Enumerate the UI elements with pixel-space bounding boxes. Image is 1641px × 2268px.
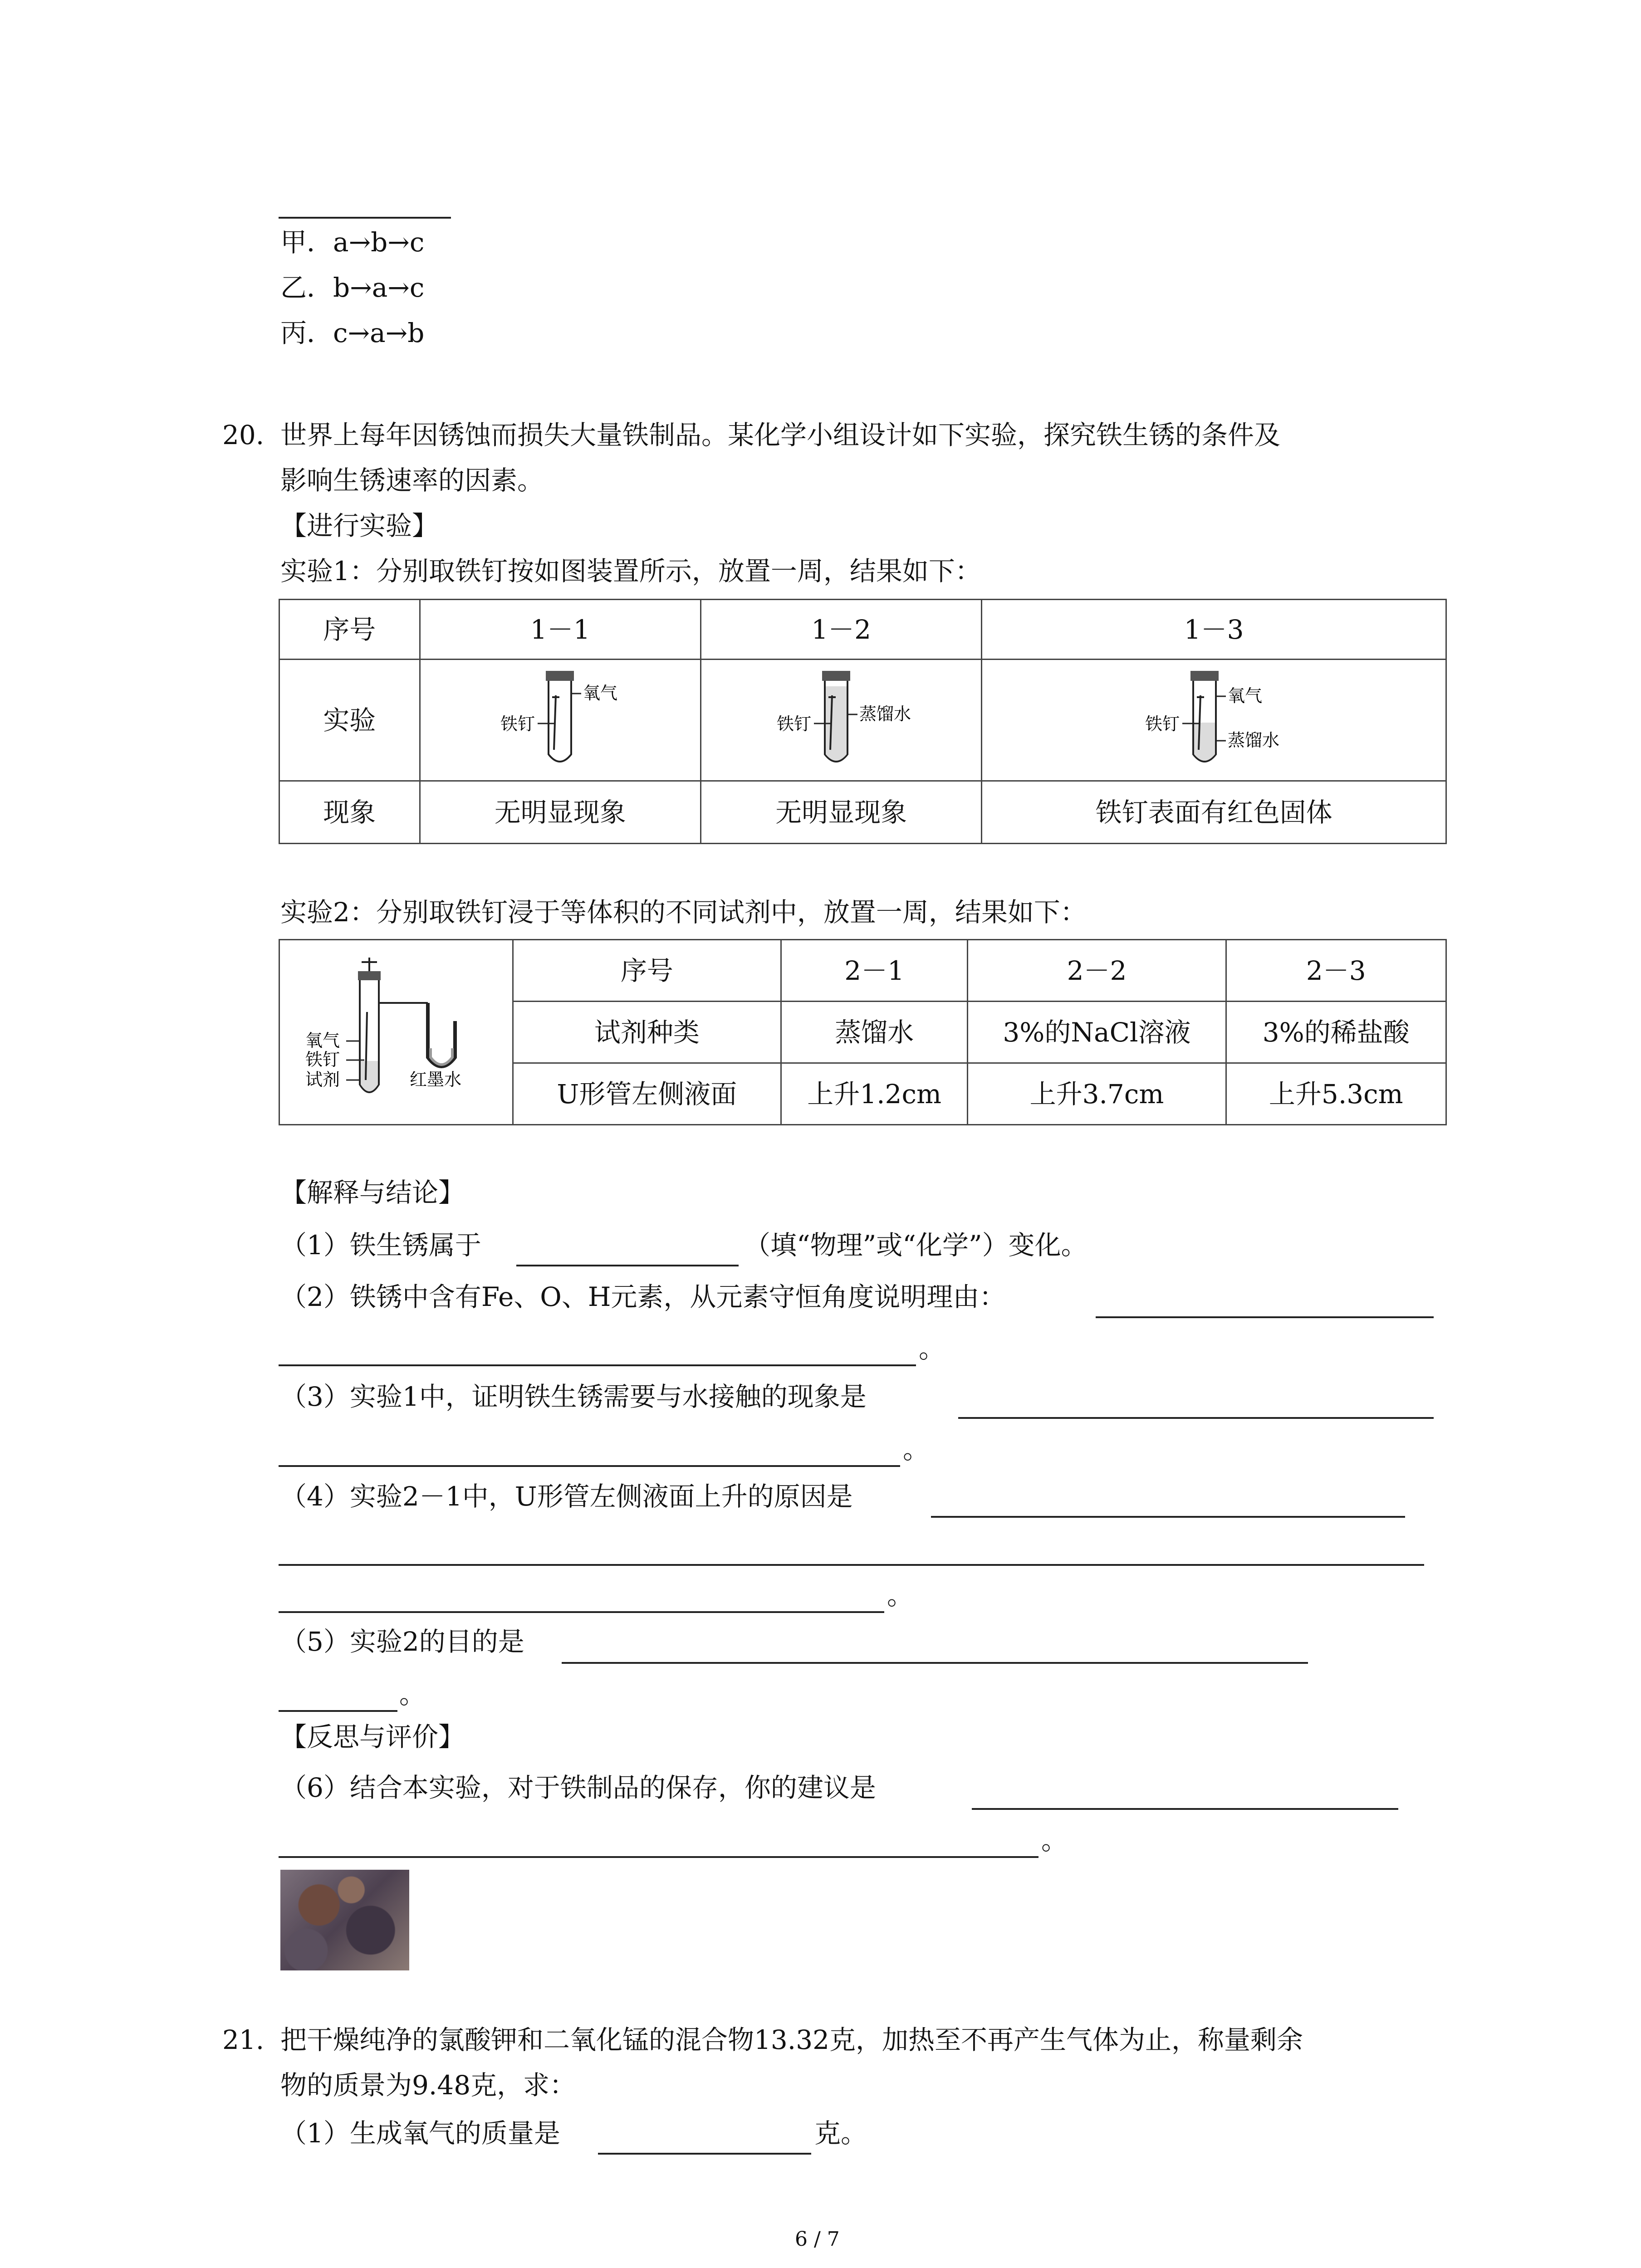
- stopper-shape: [1190, 671, 1219, 681]
- table1-header-no: 序号: [279, 600, 420, 660]
- u-tube-apparatus-figure: [292, 944, 500, 1116]
- reagent-2-3: 3%的稀盐酸: [1226, 1002, 1446, 1063]
- q20-stem-line2: 影响生锈速率的因素。: [280, 465, 544, 496]
- label-water: 蒸馏水: [1227, 730, 1279, 750]
- section-experiment: 【进行实验】: [280, 510, 439, 541]
- q20-number: 20.: [222, 420, 265, 450]
- q21-stem-line2: 物的质景为9.48克，求：: [280, 2070, 576, 2101]
- label-red-ink: 红墨水: [409, 1070, 461, 1090]
- table2-level-label: U形管左侧液面: [513, 1063, 781, 1125]
- period-4: 。: [887, 1580, 914, 1611]
- sub-question-4: （4）实验2－1中，U形管左侧液面上升的原因是: [280, 1481, 853, 1512]
- exp2-intro: 实验2：分别取铁钉浸于等体积的不同试剂中，放置一周，结果如下：: [280, 897, 1087, 928]
- answer-blank-4a[interactable]: [931, 1516, 1405, 1518]
- tube-shape: [549, 681, 571, 762]
- q21-number: 21.: [222, 2024, 265, 2055]
- table2-header-2-1: 2－1: [781, 940, 968, 1002]
- sub-question-2: （2）铁锈中含有Fe、O、H元素，从元素守恒角度说明理由：: [280, 1281, 1006, 1312]
- stopper-shape: [822, 671, 850, 681]
- table1-header-1-3: 1－3: [982, 600, 1446, 660]
- section-reflection: 【反思与评价】: [280, 1721, 465, 1752]
- table1-header-1-2: 1－2: [700, 600, 981, 660]
- option-yi: 乙．b→a→c: [280, 272, 425, 303]
- q21-stem-line1: 把干燥纯净的氯酸钾和二氧化锰的混合物13.32克，加热至不再产生气体为止，称量剩余: [280, 2024, 1303, 2055]
- level-rise-2-3: 上升5.3cm: [1226, 1063, 1446, 1125]
- answer-blank-5a[interactable]: [562, 1662, 1308, 1664]
- answer-blank-4b[interactable]: [279, 1564, 1424, 1566]
- phenomenon-1-2: 无明显现象: [700, 781, 981, 844]
- label-nail: 铁钉: [500, 714, 535, 734]
- label-oxygen: 氧气: [1227, 686, 1262, 706]
- answer-blank-q21-1[interactable]: [598, 2153, 811, 2155]
- answer-blank-2a[interactable]: [1096, 1316, 1434, 1318]
- table1-header-1-1: 1－1: [420, 600, 700, 660]
- table2-reagent-label: 试剂种类: [513, 1002, 781, 1063]
- sub-question-1-part-b: （填“物理”或“化学”）变化。: [744, 1230, 1087, 1261]
- water-fill: [1194, 723, 1215, 761]
- test-tube-water-figure: [769, 664, 914, 772]
- option-bing: 丙．c→a→b: [280, 318, 425, 348]
- table2-header-no: 序号: [513, 940, 781, 1002]
- nail-shape: [554, 695, 556, 750]
- figure-1-1-cell: [420, 660, 700, 781]
- answer-blank-6a[interactable]: [972, 1808, 1398, 1810]
- q21-sub-question-1-part-b: 克。: [814, 2118, 867, 2149]
- table2-header-2-2: 2－2: [968, 940, 1226, 1002]
- answer-blank-top: [279, 217, 451, 219]
- answer-blank-3b[interactable]: [279, 1465, 900, 1467]
- answer-blank-1[interactable]: [516, 1265, 739, 1266]
- reagent-fill: [361, 1061, 378, 1091]
- label-nail: 铁钉: [305, 1050, 340, 1070]
- answer-blank-6b[interactable]: [279, 1856, 1038, 1858]
- stopper-shape: [546, 671, 574, 681]
- ink-fill: [431, 1048, 452, 1065]
- table1-row-phenomenon-label: 现象: [279, 781, 420, 844]
- period-2: 。: [919, 1333, 945, 1364]
- label-nail: 铁钉: [1145, 714, 1180, 734]
- table2-header-2-3: 2－3: [1226, 940, 1446, 1002]
- sub-question-1-part-a: （1）铁生锈属于: [280, 1230, 481, 1261]
- experiment2-table: [279, 939, 1447, 1125]
- rusty-iron-photo: [280, 1870, 409, 1970]
- reagent-2-1: 蒸馏水: [781, 1002, 968, 1063]
- reagent-2-2: 3%的NaCl溶液: [968, 1002, 1226, 1063]
- q20-stem-line1: 世界上每年因锈蚀而损失大量铁制品。某化学小组设计如下实验，探究铁生锈的条件及: [280, 420, 1281, 450]
- section-conclusion: 【解释与结论】: [280, 1177, 465, 1208]
- answer-blank-4c[interactable]: [279, 1611, 884, 1613]
- period-6: 。: [1041, 1825, 1068, 1856]
- figure-1-2-cell: [700, 660, 981, 781]
- answer-blank-3a[interactable]: [958, 1417, 1434, 1419]
- test-tube-oxygen-water-figure: [1137, 664, 1291, 772]
- level-rise-2-2: 上升3.7cm: [968, 1063, 1226, 1125]
- table1-row-experiment-label: 实验: [279, 660, 420, 781]
- level-rise-2-1: 上升1.2cm: [781, 1063, 968, 1125]
- label-reagent: 试剂: [305, 1070, 340, 1090]
- answer-blank-2b[interactable]: [279, 1364, 916, 1366]
- phenomenon-1-1: 无明显现象: [420, 781, 700, 844]
- period-3: 。: [903, 1434, 930, 1465]
- label-oxygen: 氧气: [305, 1031, 340, 1051]
- figure-1-3-cell: [982, 660, 1446, 781]
- sub-question-5: （5）实验2的目的是: [280, 1626, 524, 1657]
- sub-question-6: （6）结合本实验，对于铁制品的保存，你的建议是: [280, 1772, 876, 1803]
- page-number: 6 / 7: [795, 2228, 840, 2251]
- period-5: 。: [399, 1679, 426, 1710]
- label-water: 蒸馏水: [859, 704, 911, 724]
- experiment1-table: [279, 599, 1447, 844]
- option-jia: 甲．a→b→c: [280, 227, 425, 258]
- label-oxygen: 氧气: [583, 683, 617, 703]
- sub-question-3: （3）实验1中，证明铁生锈需要与水接触的现象是: [280, 1381, 867, 1412]
- answer-blank-5b[interactable]: [279, 1710, 397, 1712]
- test-tube-oxygen-figure: [492, 664, 628, 772]
- phenomenon-1-3: 铁钉表面有红色固体: [982, 781, 1446, 844]
- label-nail: 铁钉: [777, 714, 812, 734]
- q21-sub-question-1-part-a: （1）生成氧气的质量是: [280, 2118, 560, 2149]
- exp1-intro: 实验1：分别取铁钉按如图装置所示，放置一周，结果如下：: [280, 556, 981, 587]
- stopper-shape: [358, 971, 381, 980]
- figure-2-cell: [279, 940, 513, 1125]
